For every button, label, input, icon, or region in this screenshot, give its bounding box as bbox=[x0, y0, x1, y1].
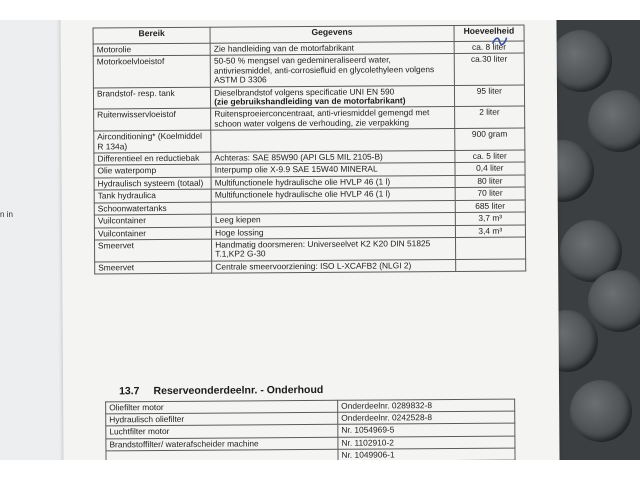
parts-table bbox=[105, 399, 515, 464]
row-qty: 95 liter bbox=[454, 85, 524, 107]
row-label: Motorkoelvloeistof bbox=[93, 56, 210, 88]
table-row bbox=[93, 85, 524, 110]
row-data: Zie handleiding van de motorfabrikant bbox=[210, 41, 454, 55]
document-sheet bbox=[60, 12, 559, 465]
fluids-table bbox=[93, 24, 527, 274]
table-row bbox=[95, 259, 526, 274]
table-row bbox=[93, 53, 524, 87]
row-qty bbox=[455, 237, 525, 259]
row-data: Ruitensproeierconcentraat, anti-vriesmiddel gemengd met schoon water volgens de verhouding, zie verpakking bbox=[211, 107, 455, 131]
row-label: Schoonwatertanks bbox=[94, 202, 211, 215]
mat-stud bbox=[550, 30, 612, 92]
part-number: Onderdeelnr. 0289832-8 bbox=[338, 399, 515, 412]
table-row bbox=[94, 106, 525, 131]
row-qty bbox=[455, 259, 525, 272]
row-qty: 0,4 liter bbox=[455, 162, 525, 175]
table-row bbox=[94, 128, 525, 153]
part-name: Hydraulisch oliefilter bbox=[106, 413, 338, 427]
mat-stud bbox=[588, 270, 640, 332]
part-number: Nr. 1102910-2 bbox=[338, 436, 515, 449]
row-data-text: Dieselbrandstof volgens specificatie UNI EN 590 bbox=[214, 86, 395, 98]
row-qty: 3,7 m³ bbox=[455, 212, 525, 225]
back-page-text: n in bbox=[0, 210, 13, 219]
row-qty: 900 gram bbox=[454, 128, 524, 150]
row-label: Ruitenwisservloeistof bbox=[94, 109, 211, 132]
row-label: Vuilcontainer bbox=[94, 214, 211, 227]
row-label: Motorolie bbox=[93, 43, 210, 56]
row-data: Leeg kiepen bbox=[211, 213, 455, 227]
top-border bbox=[0, 0, 640, 20]
header-bereik: Bereik bbox=[93, 27, 210, 44]
part-name: Brandstoffilter/ waterafscheider machine bbox=[106, 437, 338, 451]
row-qty: 3,4 m³ bbox=[455, 224, 525, 237]
row-data: Interpump olie X-9.9 SAE 15W40 MINERAL bbox=[211, 163, 455, 177]
table-row bbox=[95, 237, 526, 262]
row-data: Handmatig doorsmeren: Universeelvet K2 K20 DIN 51825 T.1,KP2 G-30 bbox=[212, 237, 456, 261]
header-gegevens: Gegevens bbox=[210, 25, 454, 43]
row-data: 50-50 % mengsel van gedemineraliseerd water, antivriesmiddel, anti-corrosiefluid en glycolethyleen volgens ASTM D 3306 bbox=[210, 54, 454, 87]
mat-stud bbox=[570, 380, 632, 442]
bottom-border bbox=[0, 460, 640, 480]
row-data: Centrale smeervoorziening: ISO L-XCAFB2 (NLGI 2) bbox=[212, 259, 456, 273]
row-qty: ca. 5 liter bbox=[455, 150, 525, 163]
part-number: Onderdeelnr. 0242528-8 bbox=[338, 411, 515, 424]
row-qty: 685 liter bbox=[455, 200, 525, 213]
row-data bbox=[211, 129, 455, 153]
row-label: Brandstof- resp. tank bbox=[93, 87, 210, 110]
part-name: Oliefilter motor bbox=[106, 400, 338, 414]
mat-stud bbox=[588, 90, 640, 152]
row-qty: 80 liter bbox=[455, 175, 525, 188]
row-qty: 2 liter bbox=[454, 106, 524, 128]
row-qty: ca. 8 liter bbox=[454, 41, 524, 54]
part-number: Nr. 1049906-1 bbox=[338, 448, 515, 461]
part-name: Luchtfilter motor bbox=[106, 425, 338, 439]
row-label: Smeervet bbox=[95, 261, 212, 274]
section-title-text: Reserveonderdeelnr. - Onderhoud bbox=[153, 383, 324, 398]
header-hoeveelheid: Hoeveelheid bbox=[454, 25, 524, 41]
row-label: Airconditioning* (Koelmiddel R 134a) bbox=[94, 130, 211, 153]
row-data bbox=[211, 85, 455, 109]
row-label: Olie waterpomp bbox=[94, 165, 211, 178]
row-label: Differentieel en reductiebak bbox=[94, 152, 211, 165]
row-qty: ca.30 liter bbox=[454, 53, 525, 85]
row-data: Multifunctionele hydraulische olie HVLP 46 (1 l) bbox=[211, 188, 455, 202]
row-label: Tank hydraulica bbox=[94, 189, 211, 202]
part-number: Nr. 1054969-5 bbox=[338, 424, 515, 437]
row-label: Vuilcontainer bbox=[94, 227, 211, 240]
row-data: Hoge lossing bbox=[212, 225, 456, 239]
pen-mark-icon bbox=[491, 35, 509, 47]
section-number: 13.7 bbox=[119, 385, 140, 398]
row-data: Multifunctionele hydraulische olie HVLP 46 (1 l) bbox=[211, 175, 455, 189]
row-data: Achteras: SAE 85W90 (API GL5 MIL 2105-B) bbox=[211, 151, 455, 165]
row-label: Hydraulisch systeem (totaal) bbox=[94, 177, 211, 190]
row-data-bold: (zie gebruikshandleiding van de motorfabrikant) bbox=[214, 95, 406, 107]
back-page bbox=[0, 20, 70, 460]
row-qty: 70 liter bbox=[455, 187, 525, 200]
section-heading bbox=[119, 384, 323, 397]
row-label: Smeervet bbox=[95, 239, 212, 262]
